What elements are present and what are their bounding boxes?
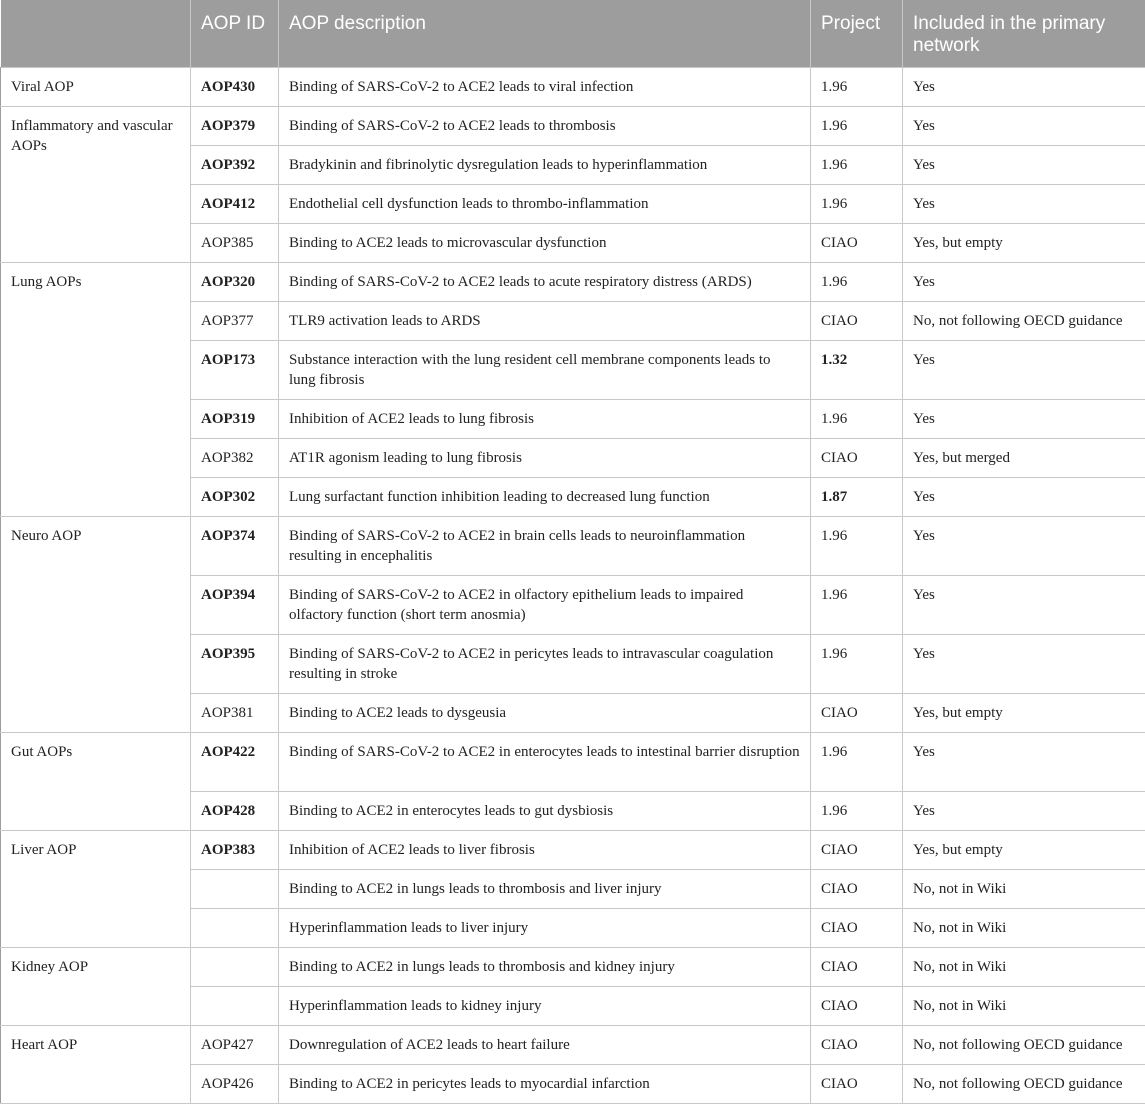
project-cell: 1.96 — [811, 146, 903, 185]
aop-id-cell: AOP430 — [191, 68, 279, 107]
group-cell: Neuro AOP — [1, 517, 191, 733]
included-cell: Yes — [903, 576, 1145, 635]
aop-id-cell: AOP319 — [191, 400, 279, 439]
aop-id-cell: AOP422 — [191, 733, 279, 792]
aop-id-cell: AOP426 — [191, 1065, 279, 1104]
included-cell: Yes, but empty — [903, 694, 1145, 733]
header-project: Project — [811, 0, 903, 68]
description-cell: Inhibition of ACE2 leads to lung fibrosis — [279, 400, 811, 439]
included-cell: No, not following OECD guidance — [903, 1026, 1145, 1065]
included-cell: Yes — [903, 733, 1145, 792]
project-cell: CIAO — [811, 870, 903, 909]
table-row — [1, 831, 1145, 870]
description-cell: Binding of SARS-CoV-2 to ACE2 in enterocytes leads to intestinal barrier disruption — [279, 733, 811, 792]
aop-id-cell: AOP381 — [191, 694, 279, 733]
description-cell: Inhibition of ACE2 leads to liver fibrosis — [279, 831, 811, 870]
included-cell: Yes — [903, 635, 1145, 694]
included-cell: Yes, but empty — [903, 831, 1145, 870]
aop-id-cell: AOP412 — [191, 185, 279, 224]
group-cell: Kidney AOP — [1, 948, 191, 1026]
description-cell: Bradykinin and fibrinolytic dysregulation leads to hyperinflammation — [279, 146, 811, 185]
group-cell: Heart AOP — [1, 1026, 191, 1104]
table-row — [1, 1026, 1145, 1065]
project-cell: CIAO — [811, 909, 903, 948]
project-cell: 1.96 — [811, 263, 903, 302]
included-cell: Yes — [903, 68, 1145, 107]
description-cell: Binding to ACE2 in pericytes leads to myocardial infarction — [279, 1065, 811, 1104]
project-cell: CIAO — [811, 987, 903, 1026]
aop-id-cell — [191, 909, 279, 948]
group-cell: Viral AOP — [1, 68, 191, 107]
included-cell: Yes — [903, 517, 1145, 576]
project-cell: 1.96 — [811, 733, 903, 792]
aop-id-cell: AOP383 — [191, 831, 279, 870]
header-aop-id: AOP ID — [191, 0, 279, 68]
table-row — [1, 517, 1145, 576]
aop-id-cell: AOP427 — [191, 1026, 279, 1065]
included-cell: Yes — [903, 185, 1145, 224]
included-cell: Yes — [903, 478, 1145, 517]
project-cell: CIAO — [811, 302, 903, 341]
description-cell: Binding of SARS-CoV-2 to ACE2 leads to viral infection — [279, 68, 811, 107]
header-included: Included in the primary network — [903, 0, 1145, 68]
description-cell: Downregulation of ACE2 leads to heart failure — [279, 1026, 811, 1065]
description-cell: Endothelial cell dysfunction leads to thrombo-inflammation — [279, 185, 811, 224]
table-row — [1, 263, 1145, 302]
table-row — [1, 68, 1145, 107]
group-cell: Inflammatory and vascular AOPs — [1, 107, 191, 263]
project-cell: 1.96 — [811, 517, 903, 576]
header-group — [1, 0, 191, 68]
description-cell: Binding of SARS-CoV-2 to ACE2 in pericytes leads to intravascular coagulation resulting in stroke — [279, 635, 811, 694]
project-cell: 1.32 — [811, 341, 903, 400]
project-cell: CIAO — [811, 439, 903, 478]
project-cell: CIAO — [811, 831, 903, 870]
description-cell: Binding of SARS-CoV-2 to ACE2 leads to acute respiratory distress (ARDS) — [279, 263, 811, 302]
description-cell: TLR9 activation leads to ARDS — [279, 302, 811, 341]
included-cell: No, not following OECD guidance — [903, 1065, 1145, 1104]
included-cell: Yes — [903, 341, 1145, 400]
aop-id-cell: AOP374 — [191, 517, 279, 576]
description-cell: Hyperinflammation leads to kidney injury — [279, 987, 811, 1026]
group-cell: Lung AOPs — [1, 263, 191, 517]
aop-id-cell: AOP302 — [191, 478, 279, 517]
project-cell: CIAO — [811, 1065, 903, 1104]
description-cell: Binding of SARS-CoV-2 to ACE2 in brain cells leads to neuroinflammation resulting in encephalitis — [279, 517, 811, 576]
description-cell: Binding to ACE2 in lungs leads to thrombosis and kidney injury — [279, 948, 811, 987]
aop-id-cell: AOP382 — [191, 439, 279, 478]
included-cell: Yes — [903, 400, 1145, 439]
project-cell: 1.96 — [811, 400, 903, 439]
description-cell: Binding to ACE2 leads to dysgeusia — [279, 694, 811, 733]
project-cell: CIAO — [811, 224, 903, 263]
aop-id-cell: AOP392 — [191, 146, 279, 185]
included-cell: No, not in Wiki — [903, 870, 1145, 909]
included-cell: Yes, but merged — [903, 439, 1145, 478]
table-row — [1, 948, 1145, 987]
description-cell: Binding to ACE2 in enterocytes leads to gut dysbiosis — [279, 792, 811, 831]
included-cell: Yes — [903, 263, 1145, 302]
aop-id-cell: AOP320 — [191, 263, 279, 302]
project-cell: CIAO — [811, 948, 903, 987]
aop-id-cell: AOP394 — [191, 576, 279, 635]
aop-id-cell: AOP428 — [191, 792, 279, 831]
header-row — [1, 0, 1145, 68]
included-cell: No, not in Wiki — [903, 948, 1145, 987]
project-cell: 1.96 — [811, 792, 903, 831]
description-cell: AT1R agonism leading to lung fibrosis — [279, 439, 811, 478]
description-cell: Lung surfactant function inhibition leading to decreased lung function — [279, 478, 811, 517]
included-cell: No, not following OECD guidance — [903, 302, 1145, 341]
table-row — [1, 107, 1145, 146]
project-cell: CIAO — [811, 1026, 903, 1065]
project-cell: CIAO — [811, 694, 903, 733]
project-cell: 1.96 — [811, 185, 903, 224]
description-cell: Hyperinflammation leads to liver injury — [279, 909, 811, 948]
description-cell: Binding of SARS-CoV-2 to ACE2 in olfactory epithelium leads to impaired olfactory function (short term anosmia) — [279, 576, 811, 635]
group-cell: Gut AOPs — [1, 733, 191, 831]
included-cell: No, not in Wiki — [903, 987, 1145, 1026]
group-cell: Liver AOP — [1, 831, 191, 948]
header-aop-description: AOP description — [279, 0, 811, 68]
description-cell: Binding of SARS-CoV-2 to ACE2 leads to thrombosis — [279, 107, 811, 146]
project-cell: 1.96 — [811, 68, 903, 107]
project-cell: 1.96 — [811, 635, 903, 694]
aop-id-cell: AOP395 — [191, 635, 279, 694]
project-cell: 1.96 — [811, 107, 903, 146]
project-cell: 1.87 — [811, 478, 903, 517]
aop-id-cell: AOP377 — [191, 302, 279, 341]
table-row — [1, 733, 1145, 792]
description-cell: Substance interaction with the lung resident cell membrane components leads to lung fibrosis — [279, 341, 811, 400]
included-cell: Yes — [903, 146, 1145, 185]
included-cell: Yes — [903, 792, 1145, 831]
aop-id-cell: AOP385 — [191, 224, 279, 263]
aop-id-cell — [191, 987, 279, 1026]
description-cell: Binding to ACE2 in lungs leads to thrombosis and liver injury — [279, 870, 811, 909]
included-cell: No, not in Wiki — [903, 909, 1145, 948]
aop-id-cell — [191, 870, 279, 909]
aop-id-cell — [191, 948, 279, 987]
aop-id-cell: AOP379 — [191, 107, 279, 146]
aop-id-cell: AOP173 — [191, 341, 279, 400]
included-cell: Yes — [903, 107, 1145, 146]
included-cell: Yes, but empty — [903, 224, 1145, 263]
description-cell: Binding to ACE2 leads to microvascular dysfunction — [279, 224, 811, 263]
project-cell: 1.96 — [811, 576, 903, 635]
